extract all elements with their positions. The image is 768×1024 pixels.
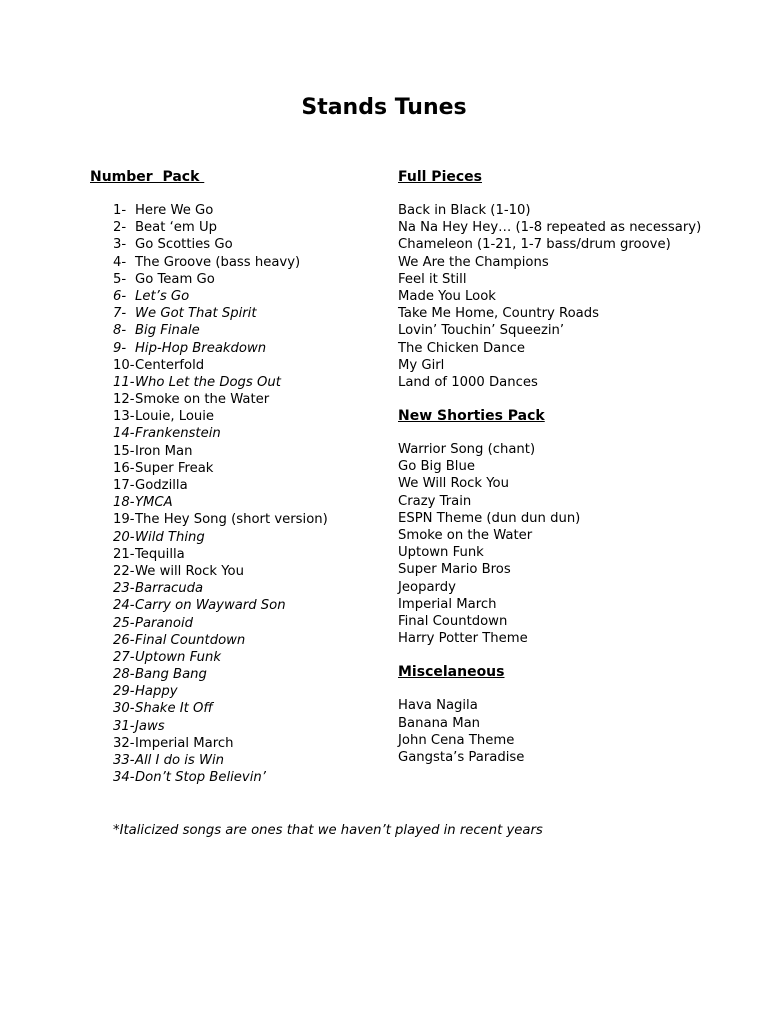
- song-title: Let’s Go: [135, 288, 190, 304]
- song-title: Final Countdown: [135, 632, 246, 648]
- song-number: 23-: [113, 581, 135, 597]
- song-list-item: [113, 443, 380, 460]
- song-title: Louie, Louie: [135, 409, 215, 425]
- song-list-item: [113, 615, 380, 632]
- song-list-item: [113, 460, 380, 477]
- song-title: Carry on Wayward Son: [135, 598, 286, 614]
- song-title: Na Na Hey Hey… (1-8 repeated as necessary): [398, 220, 702, 236]
- song-list-item: [113, 649, 380, 666]
- song-list-item: [113, 305, 380, 322]
- song-list-item: [113, 666, 380, 683]
- song-number: 21-: [113, 546, 135, 562]
- song-title: We Got That Spirit: [135, 306, 257, 322]
- song-number: 2-: [113, 220, 127, 236]
- song-number: 30-: [113, 701, 135, 717]
- song-number: 29-: [113, 684, 135, 700]
- song-title: John Cena Theme: [398, 732, 515, 748]
- song-title: We will Rock You: [135, 563, 244, 579]
- song-number: 13-: [113, 409, 135, 425]
- song-list-item: [113, 683, 380, 700]
- number-pack-section: [90, 167, 380, 786]
- new-shorties-list: [398, 441, 738, 647]
- song-title: Iron Man: [135, 443, 193, 459]
- song-title: Hava Nagila: [398, 698, 478, 714]
- song-list-item: [113, 546, 380, 563]
- song-title: Beat ‘em Up: [135, 220, 217, 236]
- song-number: 16-: [113, 460, 135, 476]
- song-title: Tequilla: [135, 546, 185, 562]
- song-number: 1-: [113, 203, 127, 218]
- song-title: Godzilla: [135, 478, 188, 493]
- song-title: Don’t Stop Believin’: [135, 770, 266, 786]
- song-title: Crazy Train: [398, 493, 472, 509]
- song-title: Wild Thing: [135, 529, 205, 545]
- song-list-item: [113, 494, 380, 511]
- song-list-item: [113, 597, 380, 614]
- right-column: [398, 167, 738, 766]
- song-list-item: [113, 718, 380, 735]
- song-number: 26-: [113, 632, 135, 648]
- song-list-item: [113, 477, 380, 494]
- song-title: Final Countdown: [398, 613, 508, 629]
- new-shorties-heading: New Shorties Pack: [398, 408, 545, 425]
- song-number: 20-: [113, 529, 135, 545]
- song-number: 27-: [113, 649, 135, 665]
- song-title: Barracuda: [135, 581, 204, 597]
- song-number: 22-: [113, 563, 135, 579]
- song-list-item: [113, 271, 380, 288]
- song-title: Centerfold: [135, 357, 205, 373]
- song-list-item: [113, 735, 380, 752]
- song-number: 4-: [113, 254, 127, 270]
- song-list-item: [113, 236, 380, 253]
- song-number: 11-: [113, 374, 135, 390]
- full-pieces-section: [398, 167, 738, 391]
- song-number: 8-: [113, 323, 127, 339]
- song-number: 33-: [113, 753, 135, 768]
- song-list-item: [113, 288, 380, 305]
- song-list-item: [113, 254, 380, 271]
- song-title: Super Mario Bros: [398, 562, 511, 578]
- song-number: 28-: [113, 667, 135, 683]
- song-list-item: [113, 391, 380, 408]
- song-list-item: [113, 529, 380, 546]
- song-title: Shake It Off: [135, 701, 213, 717]
- song-list-item: [113, 632, 380, 649]
- song-number: 17-: [113, 478, 135, 493]
- song-number: 18-: [113, 495, 135, 511]
- song-number: 12-: [113, 392, 135, 408]
- song-list-item: [113, 340, 380, 357]
- song-title: Super Freak: [135, 460, 214, 476]
- song-title: The Chicken Dance: [398, 340, 525, 356]
- new-shorties-section: [398, 406, 738, 647]
- song-title: ESPN Theme (dun dun dun): [398, 510, 581, 526]
- song-title: Bang Bang: [135, 667, 207, 683]
- song-list-item: [113, 408, 380, 425]
- miscellaneous-section: [398, 662, 738, 766]
- song-list-item: [113, 357, 380, 374]
- song-number: 31-: [113, 718, 135, 734]
- song-list-item: [113, 374, 380, 391]
- song-number: 24-: [113, 598, 135, 614]
- song-number: 9-: [113, 340, 127, 356]
- song-list-item: [113, 202, 380, 219]
- song-title: The Hey Song (short version): [135, 512, 328, 528]
- song-number: 15-: [113, 443, 135, 459]
- song-number: 3-: [113, 237, 127, 253]
- number-pack-heading: Number Pack: [90, 169, 205, 185]
- song-title: We Are the Champions: [398, 254, 549, 270]
- song-number: 10-: [113, 357, 135, 373]
- song-title: Happy: [135, 684, 178, 700]
- song-title: Frankenstein: [135, 426, 221, 442]
- song-title: Uptown Funk: [398, 545, 484, 561]
- song-title: Smoke on the Water: [135, 392, 270, 408]
- song-title: Take Me Home, Country Roads: [398, 306, 599, 322]
- song-title: Feel it Still: [398, 271, 467, 287]
- song-title: Lovin’ Touchin’ Squeezin’: [398, 323, 565, 339]
- song-title: Hip-Hop Breakdown: [135, 340, 267, 356]
- song-title: Smoke on the Water: [398, 528, 533, 543]
- page-title: Stands Tunes: [301, 95, 467, 120]
- song-title: Land of 1000 Dances: [398, 374, 538, 390]
- song-title: Go Team Go: [135, 271, 215, 287]
- song-title: Chameleon (1-21, 1-7 bass/drum groove): [398, 237, 671, 253]
- song-title: Go Big Blue: [398, 459, 475, 475]
- song-title: Back in Black (1-10): [398, 203, 531, 218]
- song-title: We Will Rock You: [398, 476, 509, 492]
- footnote: *Italicized songs are ones that we haven’t played in recent years: [113, 823, 543, 838]
- song-title: Gangsta’s Paradise: [398, 749, 525, 765]
- song-number: 34-: [113, 770, 135, 786]
- song-title: Jeopardy: [398, 579, 456, 595]
- song-title: YMCA: [135, 495, 173, 511]
- song-list-item: [113, 563, 380, 580]
- song-title: Made You Look: [398, 288, 496, 304]
- song-number: 7-: [113, 306, 127, 322]
- song-list-item: [113, 769, 380, 786]
- song-list-item: [113, 700, 380, 717]
- song-list-item: [113, 219, 380, 236]
- number-pack-list: [90, 202, 380, 786]
- song-title: Imperial March: [135, 735, 234, 751]
- song-list-item: [113, 322, 380, 339]
- song-title: Jaws: [135, 718, 165, 734]
- song-number: 6-: [113, 288, 127, 304]
- full-pieces-list: [398, 202, 738, 391]
- song-number: 14-: [113, 426, 135, 442]
- song-number: 25-: [113, 615, 135, 631]
- song-title: Here We Go: [135, 203, 214, 218]
- song-title: Uptown Funk: [135, 649, 222, 665]
- song-title: My Girl: [398, 357, 445, 373]
- song-title: All I do is Win: [135, 753, 225, 768]
- song-title: Big Finale: [135, 323, 200, 339]
- song-number: 5-: [113, 271, 127, 287]
- song-title: Imperial March: [398, 596, 497, 612]
- song-title: The Groove (bass heavy): [135, 254, 301, 270]
- song-title: Go Scotties Go: [135, 237, 233, 253]
- song-title: Banana Man: [398, 715, 481, 731]
- song-title: Paranoid: [135, 615, 193, 631]
- song-title: Warrior Song (chant): [398, 442, 536, 458]
- song-number: 32-: [113, 735, 135, 751]
- song-list-item: [113, 580, 380, 597]
- song-number: 19-: [113, 512, 135, 528]
- song-list-item: [113, 425, 380, 442]
- song-title: Harry Potter Theme: [398, 631, 528, 647]
- miscellaneous-heading: Miscelaneous: [398, 664, 505, 681]
- full-pieces-heading: Full Pieces: [398, 169, 482, 185]
- song-list-item: [113, 752, 380, 769]
- song-list-item: [113, 511, 380, 528]
- song-title: Who Let the Dogs Out: [135, 374, 281, 390]
- miscellaneous-list: [398, 697, 738, 766]
